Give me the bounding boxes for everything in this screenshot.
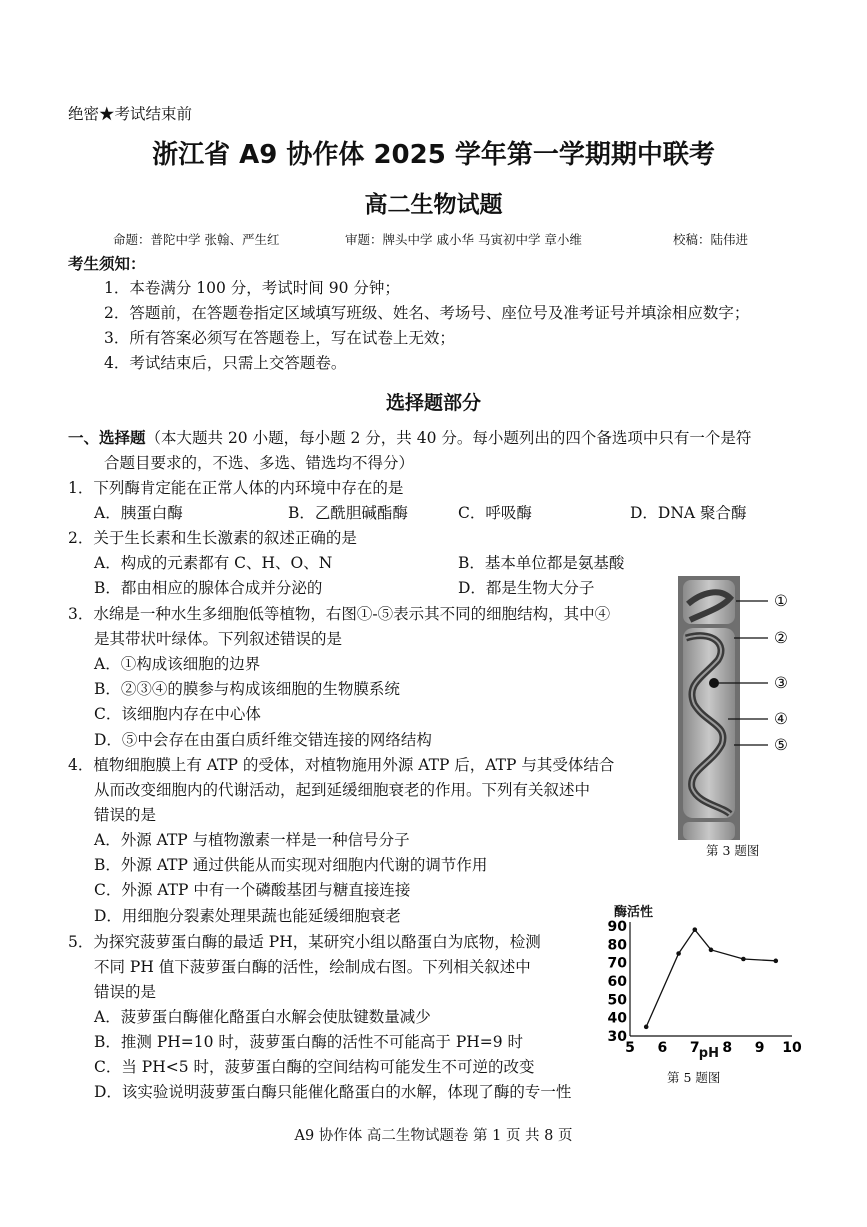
proposer: 命题：普陀中学 张翰、严生红 xyxy=(113,232,280,247)
x-tick-label: 5 xyxy=(625,1040,635,1056)
figure3-label-3: ③ xyxy=(774,674,788,692)
x-tick-label: 6 xyxy=(657,1040,668,1056)
q5-stem: 5．为探究菠萝蛋白酶的最适 PH，某研究小组以酪蛋白为底物，检测 xyxy=(68,933,541,951)
q4-option-b: B．外源 ATP 通过供能从而实现对细胞内代谢的调节作用 xyxy=(94,856,488,874)
exam-title: 浙江省 A9 协作体 2025 学年第一学期期中联考 xyxy=(152,140,715,170)
chart-series-line xyxy=(646,930,776,1027)
q1-stem: 1．下列酶肯定能在正常人体的内环境中存在的是 xyxy=(68,479,404,497)
x-tick-label: 10 xyxy=(782,1040,802,1056)
q4-stem-line2: 从而改变细胞内的代谢活动，起到延缓细胞衰老的作用。下列有关叙述中 xyxy=(94,781,591,799)
proofreader: 校稿：陆伟进 xyxy=(673,232,749,247)
part-label: 一、选择题 xyxy=(68,428,146,447)
q1-option-d: D．DNA 聚合酶 xyxy=(630,504,747,522)
chart-ylabel: 酶活性 xyxy=(614,905,654,920)
figure3-label-2: ② xyxy=(774,629,788,647)
chart-data-point xyxy=(774,959,779,964)
x-tick-label: 9 xyxy=(754,1040,765,1056)
y-tick-label: 90 xyxy=(607,919,627,935)
figure5-caption: 第 5 题图 xyxy=(667,1070,721,1085)
figure3-caption: 第 3 题图 xyxy=(706,843,760,858)
secret-label: 绝密★考试结束前 xyxy=(68,105,193,123)
q3-stem-line2: 是其带状叶绿体。下列叙述错误的是 xyxy=(94,630,343,648)
q3-option-c: C．该细胞内存在中心体 xyxy=(94,705,261,723)
part-desc-line2: 合题目要求的，不选、多选、错选均不得分） xyxy=(104,454,415,472)
y-tick-label: 80 xyxy=(607,937,627,954)
y-tick-label: 70 xyxy=(607,955,627,972)
chart-data-point xyxy=(644,1025,649,1030)
q4-stem: 4．植物细胞膜上有 ATP 的受体，对植物施用外源 ATP 后，ATP 与其受体结合 xyxy=(68,756,615,774)
spirogyra-cell-figure xyxy=(672,574,800,842)
q3-stem: 3．水绵是一种水生多细胞低等植物，右图①-⑤表示其不同的细胞结构，其中④ xyxy=(68,605,611,623)
q1-option-b: B．乙酰胆碱酯酶 xyxy=(288,504,408,522)
q1-option-c: C．呼吸酶 xyxy=(458,504,532,522)
chart-xlabel: pH xyxy=(698,1046,719,1060)
notice-item: 3．所有答案必须写在答题卷上，写在试卷上无效； xyxy=(104,329,455,347)
q5-option-d: D．该实验说明菠萝蛋白酶只能催化酪蛋白的水解，体现了酶的专一性 xyxy=(94,1083,572,1101)
page-footer: A9 协作体 高二生物试题卷 第 1 页 共 8 页 xyxy=(294,1128,573,1144)
q1-option-a: A．胰蛋白酶 xyxy=(94,504,183,522)
notice-item: 4．考试结束后，只需上交答题卷。 xyxy=(104,354,347,372)
q3-option-a: A．①构成该细胞的边界 xyxy=(94,655,261,673)
q5-option-a: A．菠萝蛋白酶催化酪蛋白水解会使肽键数量减少 xyxy=(94,1008,431,1026)
q4-option-d: D．用细胞分裂素处理果蔬也能延缓细胞衰老 xyxy=(94,907,401,925)
figure3-label-5: ⑤ xyxy=(774,736,788,754)
y-tick-label: 30 xyxy=(607,1029,627,1045)
chart-data-point xyxy=(709,948,714,953)
q2-option-d: D．都是生物大分子 xyxy=(458,579,595,597)
y-tick-label: 50 xyxy=(607,992,627,1009)
q4-option-c: C．外源 ATP 中有一个磷酸基团与糖直接连接 xyxy=(94,881,411,899)
q3-option-b: B．②③④的膜参与构成该细胞的生物膜系统 xyxy=(94,680,400,698)
q4-option-a: A．外源 ATP 与植物激素一样是一种信号分子 xyxy=(94,831,410,849)
q2-option-a: A．构成的元素都有 C、H、O、N xyxy=(94,554,333,572)
x-tick-label: 8 xyxy=(722,1040,733,1056)
q5-option-c: C．当 PH<5 时，菠萝蛋白酶的空间结构可能发生不可逆的改变 xyxy=(94,1058,535,1076)
lower-cell xyxy=(683,822,735,840)
chart-data-point xyxy=(693,927,698,932)
notice-item: 1．本卷满分 100 分，考试时间 90 分钟； xyxy=(104,279,400,297)
section-title: 选择题部分 xyxy=(385,392,481,414)
x-tick-label: 7 xyxy=(689,1040,700,1056)
q4-stem-line3: 错误的是 xyxy=(94,806,157,824)
q3-option-d: D．⑤中会存在由蛋白质纤维交错连接的网络结构 xyxy=(94,731,432,749)
q5-stem-line2: 不同 PH 值下菠萝蛋白酶的活性，绘制成右图。下列相关叙述中 xyxy=(94,958,531,976)
paper-subtitle: 高二生物试题 xyxy=(364,192,503,218)
q5-stem-line3: 错误的是 xyxy=(94,983,157,1001)
figure3-label-1: ① xyxy=(774,592,788,610)
enzyme-activity-chart xyxy=(604,900,804,1060)
y-tick-label: 60 xyxy=(607,974,627,990)
notice-heading: 考生须知： xyxy=(68,254,146,273)
y-tick-label: 40 xyxy=(607,1010,627,1027)
chart-data-point xyxy=(676,951,681,956)
reviewer: 审题：牌头中学 戚小华 马寅初中学 章小维 xyxy=(345,232,582,247)
figure3-label-4: ④ xyxy=(774,710,788,728)
q2-option-b: B．基本单位都是氨基酸 xyxy=(458,554,625,572)
notice-item: 2．答题前，在答题卷指定区域填写班级、姓名、考场号、座位号及准考证号并填涂相应数字； xyxy=(104,304,750,322)
chart-data-point xyxy=(741,957,746,962)
part-desc: （本大题共 20 小题，每小题 2 分，共 40 分。每小题列出的四个备选项中只有一个是符 xyxy=(145,429,752,447)
q2-stem: 2．关于生长素和生长激素的叙述正确的是 xyxy=(68,529,357,547)
q2-option-c: B．都由相应的腺体合成并分泌的 xyxy=(94,579,323,597)
q5-option-b: B．推测 PH=10 时，菠萝蛋白酶的活性不可能高于 PH=9 时 xyxy=(94,1033,524,1051)
